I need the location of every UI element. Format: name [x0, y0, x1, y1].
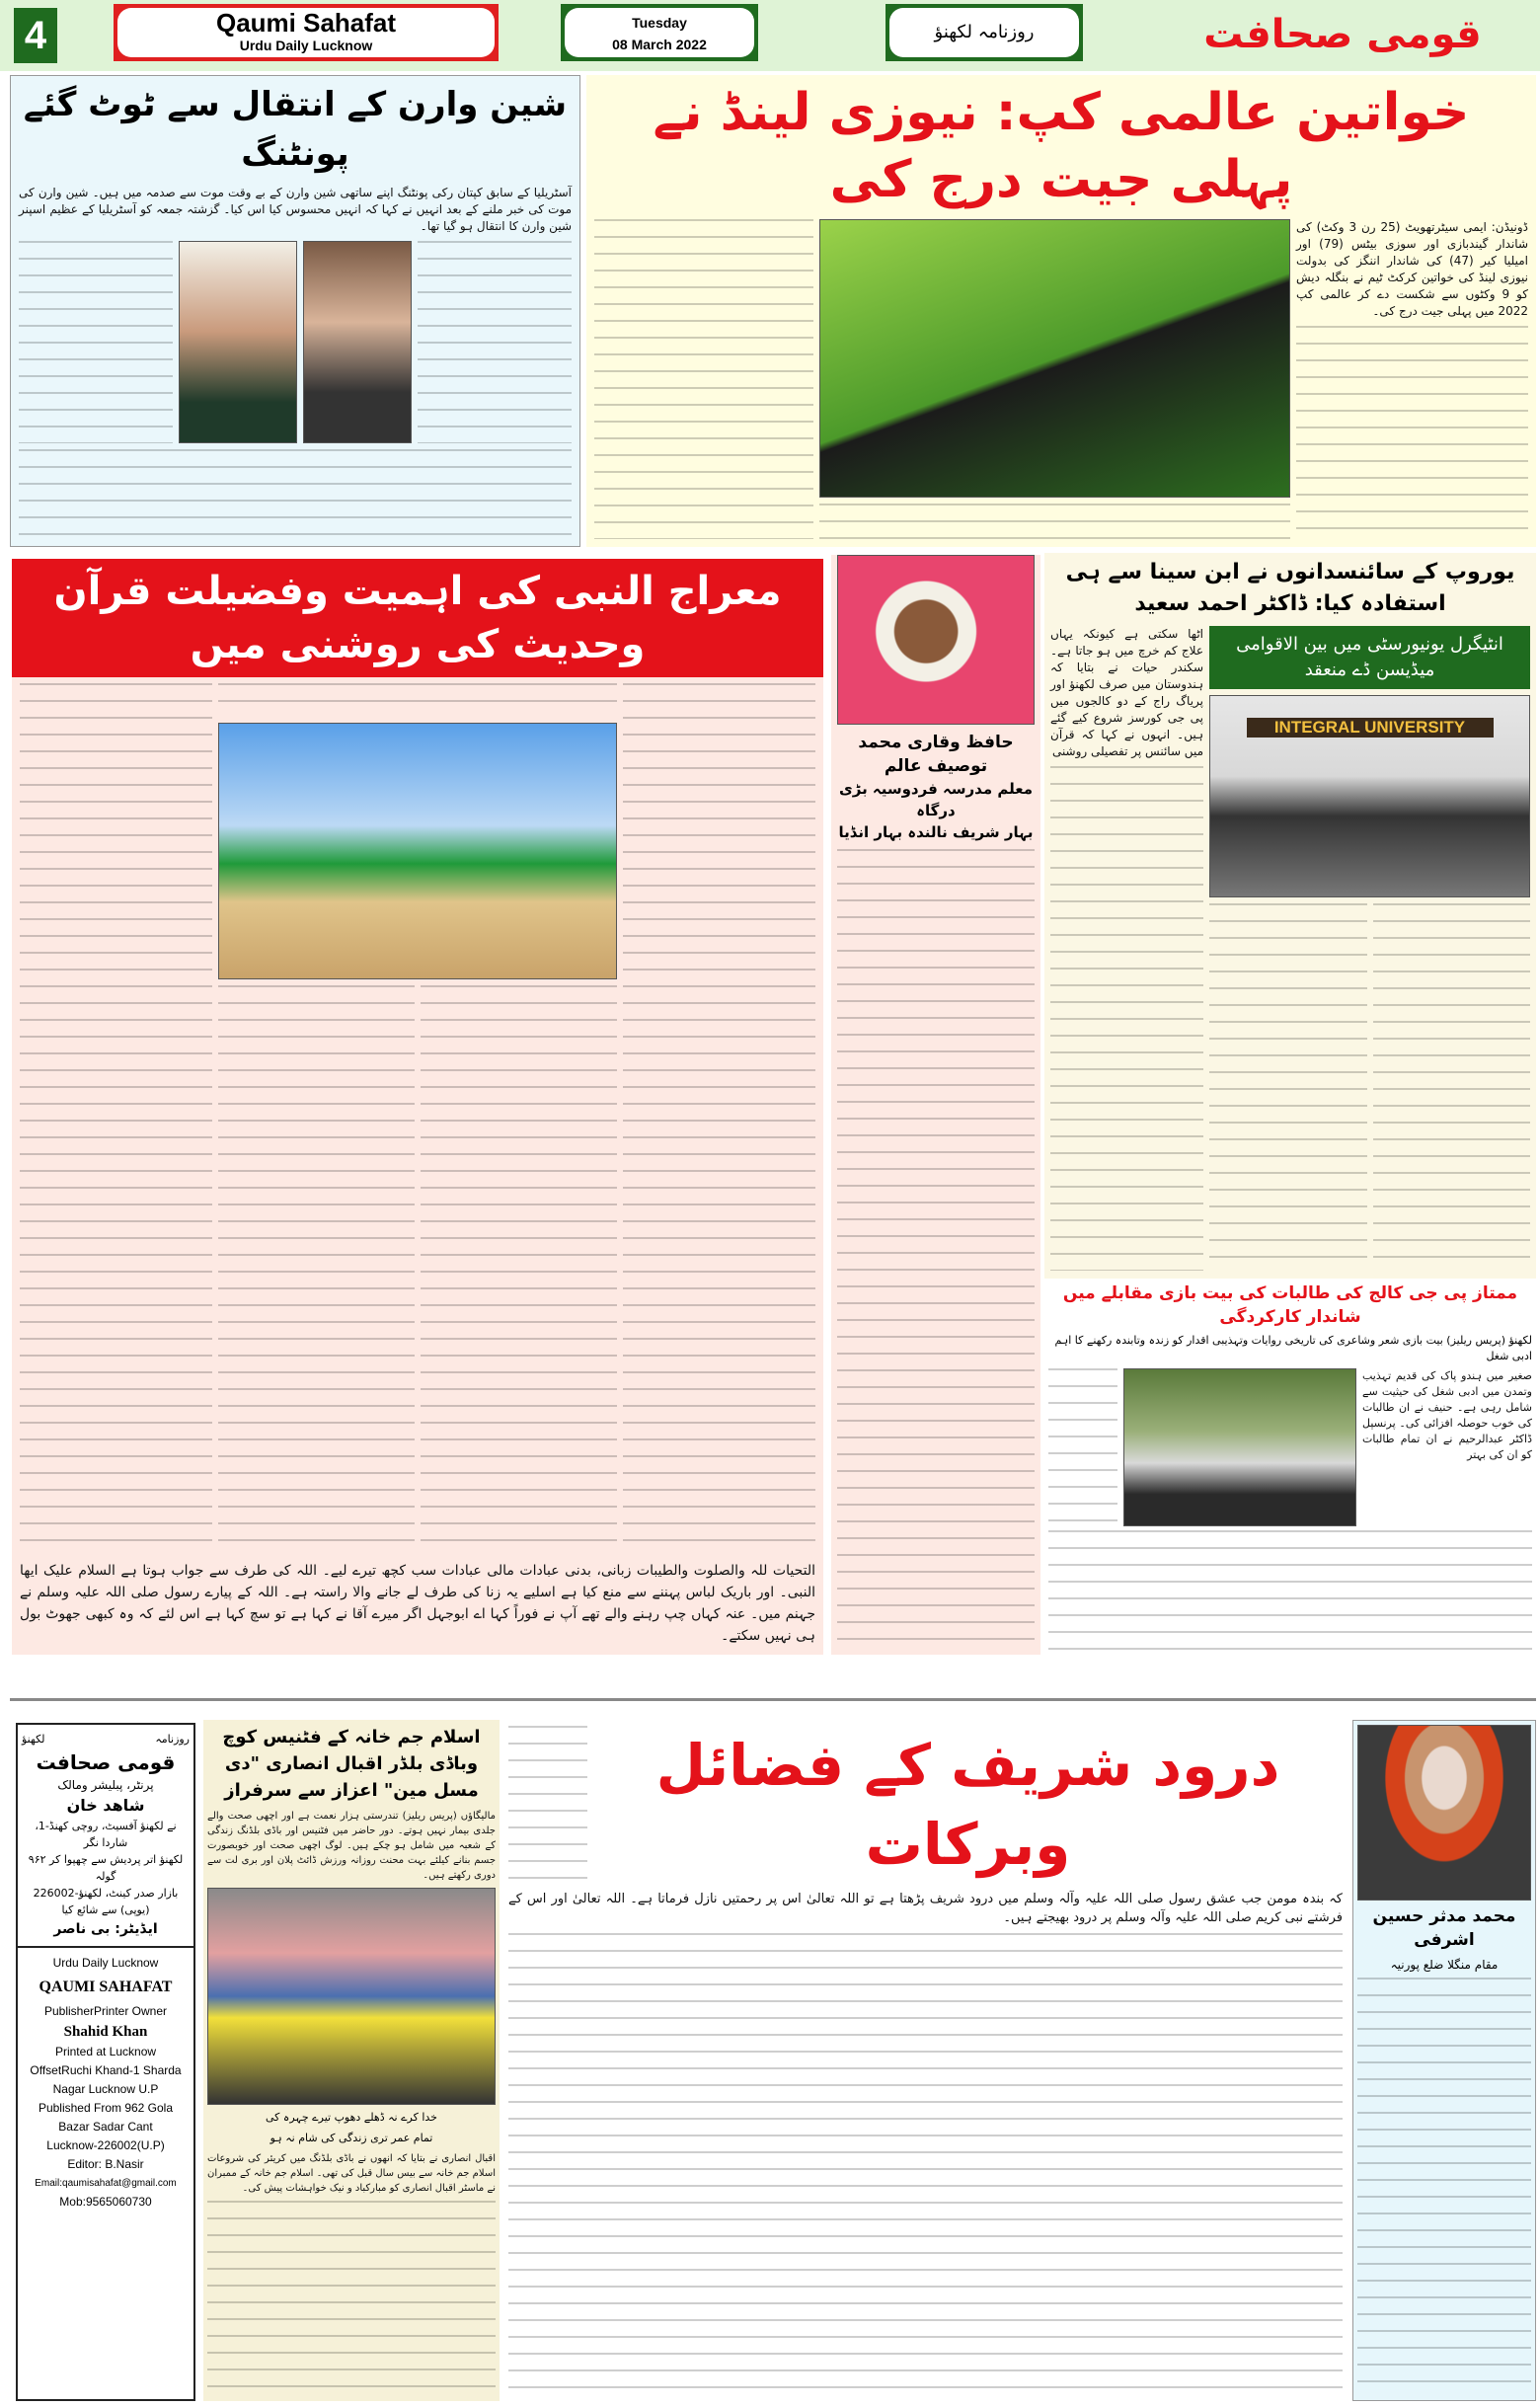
article-miraj [12, 559, 823, 1655]
urdu-logo: قومی صحافت [1203, 12, 1482, 57]
imprint-en-title: QAUMI SAHAFAT [38, 1979, 173, 1995]
text-column [819, 504, 1290, 539]
text-column [1048, 1368, 1117, 1526]
miraj-banner [12, 559, 823, 677]
article-body: آسٹریلیا کے سابق کپتان رکی پونٹنگ اپنے ساتھی شین وارن کے بے وقت موت سے صدمہ میں ہیں۔ شین وارن کی موت کی خبر ملنے کے بعد انہیں نے کہا کہ انہیں محسوس کیا اس کیا۔ گزشتہ جمعہ کو آسٹریلیا کے عظیم اسپنر شین وارن کا انتقال ہو گیا تھا۔ [19, 186, 572, 233]
text-column [1050, 766, 1203, 1271]
author-photo [837, 555, 1035, 725]
imprint-en-line: Editor: B.Nasir [67, 2157, 144, 2171]
university-sign: INTEGRAL UNIVERSITY [1247, 718, 1494, 738]
headline: ممتاز پی جی کالج کی طالبات کی بیت بازی مقابلے میں شاندار کارکردگی [1062, 1283, 1518, 1327]
imprint-city: لکھنؤ [22, 1733, 45, 1746]
students-photo [1123, 1368, 1356, 1526]
durood-author-panel [1352, 1720, 1536, 2401]
text-column [1373, 903, 1531, 1271]
warne-photo [179, 241, 297, 443]
durood-author-place: مقام منگلا ضلع پورنیہ [1390, 1958, 1499, 1972]
author-name: حافظ وقاری محمد توصیف عالم [858, 733, 1014, 776]
durood-author-name: محمد مدثر حسین اشرفی [1372, 1906, 1516, 1950]
imprint-en-owner: Shahid Khan [63, 2024, 148, 2040]
article-body-2: اقبال انصاری نے بتایا کہ انھوں نے باڈی بلڈنگ میں کریئر کی شروعات اسلام جم خانہ سے بیس سال قبل کی تھی۔ اسلام جم خانہ کے ممبران نے ماسٹر اقبال انصاری کو مبارکباد و نیک خواہشات پیش کی۔ [207, 2153, 496, 2194]
university-photo [1209, 695, 1530, 897]
cricket-photo [819, 219, 1290, 498]
text-column [218, 985, 415, 1554]
ponting-photo [303, 241, 412, 443]
date: 08 March 2022 [612, 37, 707, 52]
text-column [508, 1933, 1343, 2395]
text-column [20, 683, 212, 1554]
headline: یوروپ کے سائنسدانوں نے ابن سینا سے ہی استفادہ کیا: ڈاکٹر احمد سعید [1065, 560, 1515, 616]
text-column [1296, 326, 1528, 539]
imprint-box [16, 1723, 195, 2401]
masthead-subtitle: Urdu Daily Lucknow [239, 38, 373, 53]
article-body: کہ بندہ مومن جب عشق رسول صلی اللہ علیہ وآلہ وسلم میں درود شریف پڑھتا ہے تو اللہ تعالیٰ اس پر رحمتیں نازل فرماتا ہے۔ اللہ تعالیٰ اور اس کے فرشتے نبی کریم صلی اللہ علیہ وآلہ وسلم پر درود بھیجتے ہیں۔ [508, 1892, 1343, 1925]
headline: شین وارن کے انتقال سے ٹوٹ گئے پونٹنگ [23, 85, 568, 174]
article-body: صغیر میں ہندو پاک کی قدیم تہذیب وتمدن میں ادبی شغل کی حیثیت سے شامل رہی ہے۔ حنیف نے ان طالبات کی خوب حوصلہ افزائی کی۔ پرنسپل ڈاکٹر عبدالرحیم نے ان تمام طالبات کو ان کی بہتر [1362, 1369, 1532, 1461]
article-ibn-sina [1044, 553, 1536, 1279]
fitness-photo [207, 1888, 496, 2105]
author-line3: بہار شریف نالندہ بہار انڈیا [838, 823, 1034, 841]
couplet-line: خدا کرے نہ ڈھلے دھوپ تیرے چہرہ کی [266, 2111, 437, 2124]
masthead-box [114, 4, 499, 61]
text-column [218, 683, 617, 717]
headline: معراج النبی کی اہمیت وفضیلت قرآن وحدیث کی روشنی میں [53, 569, 782, 667]
imprint-editor: ایڈیٹر: بی ناصر [53, 1921, 158, 1937]
imprint-owner: شاھد خان [66, 1796, 145, 1815]
headline: خواتین عالمی کپ: نیوزی لینڈ نے پہلی جیت درج کی [653, 83, 1470, 209]
author-line2: معلم مدرسہ فردوسیہ بڑی درگاہ [839, 780, 1033, 819]
article-body: مالیگاؤں (پریس ریلیز) تندرستی ہزار نعمت ہے اور اچھی صحت والے جلدی بیمار نہیں ہوتے۔ دور حاضر میں فٹنیس اور باڈی بلڈنگ زندگی کے شعبہ میں شامل ہو چکے ہیں۔ لوگ اچھی صحت اور خوبصورت جسم بنانے کیلئے بہت محنت روزانہ ورزش ڈائٹ پلان اور بری لت سے دوری رکھتے ہیں۔ [207, 1811, 496, 1881]
article-warne [10, 75, 580, 547]
imprint-en-line: PublisherPrinter Owner [43, 2004, 168, 2018]
text-column [1048, 1530, 1532, 1651]
text-column [594, 219, 813, 539]
article-baitbazi [1044, 1281, 1536, 1657]
imprint-en-line: Lucknow-226002(U.P) [46, 2138, 165, 2152]
imprint-en-line: Printed at Lucknow [54, 2045, 157, 2058]
durood-author-photo [1357, 1725, 1531, 1901]
text-column [19, 449, 572, 538]
article-durood [503, 1720, 1348, 2401]
text-column [207, 2201, 496, 2395]
article-body: ڈونیڈن: ایمی سیٹرتھویٹ (25 رن 3 وکٹ) کی شاندار گیندبازی اور سوزی بیٹس (79) اور امیلیا کیر (47) کی شاندار اننگز کی بدولت نیوزی لینڈ کی خواتین کرکٹ ٹیم نے بنگلہ دیش کو 9 وکٹوں سے شکست دے کر عالمی کپ 2022 میں پہلی جیت درج کی۔ [1296, 220, 1529, 318]
text-column [1209, 903, 1367, 1271]
subheadline-banner [1209, 626, 1530, 689]
page-number: 4 [14, 8, 57, 63]
imprint-line: لکھنؤ اتر پردیش سے چھپوا کر ۹۶۲ گولہ [28, 1853, 184, 1883]
imprint-line: (یوپی) سے شائع کیا [61, 1903, 150, 1916]
author-caption [831, 731, 1040, 843]
day: Tuesday [632, 15, 687, 31]
couplet-line: تمام عمر تری زندگی کی شام نہ ہو [270, 2132, 433, 2144]
text-column [19, 241, 173, 443]
text-column [418, 241, 572, 443]
imprint-en-line: Published From 962 Gola [38, 2101, 174, 2115]
text-column [421, 985, 617, 1554]
article-body: اٹھا سکتی ہے کیونکہ یہاں علاج کم خرچ میں ہو جاتا ہے۔ سکندر حیات نے بتایا کہ ہندوستان میں صرف لکھنؤ اور پریاگ راج کے دو کالجوں میں پی جی کورسز شروع کیے گئے ہیں۔ انہوں نے کہا کہ قرآن میں سائنس پر تفصیلی روشنی [1050, 627, 1203, 758]
imprint-email[interactable]: Email:qaumisahafat@gmail.com [35, 2178, 177, 2189]
roznama-label: روزنامہ لکھنؤ [889, 8, 1079, 57]
divider [10, 1698, 1536, 1701]
headline: اسلام جم خانہ کے فٹنیس کوچ وباڈی بلڈر اقبال انصاری "دی مسل مین" اعزاز سے سرفراز [222, 1727, 481, 1801]
text-column [623, 683, 815, 1554]
article-fitness [203, 1720, 500, 2401]
imprint-line: پرنٹر، پبلیشر ومالک [57, 1778, 154, 1792]
masthead-title: Qaumi Sahafat [215, 8, 397, 38]
subheadline: انٹیگرل یونیورسٹی میں بین الاقوامی میڈیسن ڈے منعقد [1236, 634, 1503, 680]
imprint-title: قومی صحافت [36, 1750, 176, 1774]
article-lead: لکھنؤ (پریس ریلیز) بیت بازی شعر وشاعری کی تاریخی روایات وتہذیبی اقدار کو زندہ وتابندہ رکھنے کا اہم ادبی شغل [1054, 1334, 1532, 1362]
mosque-photo [218, 723, 617, 979]
imprint-phone: Mob:9565060730 [59, 2195, 152, 2209]
imprint-en-line: Urdu Daily Lucknow [52, 1956, 159, 1970]
text-column [837, 849, 1035, 1647]
imprint-line: بازار صدر کینٹ، لکھنؤ-226002 [33, 1887, 179, 1900]
roznama-box [886, 4, 1083, 61]
text-column [1357, 1978, 1531, 2396]
imprint-roznama: روزنامہ [155, 1733, 190, 1746]
imprint-line: نے لکھنؤ آفسیٹ، روچی کھنڈ-1، شاردا نگر [35, 1820, 177, 1849]
article-body: التحیات للہ والصلوت والطیبات زبانی، بدنی عبادات مالی عبادات سب کچھ تیرے لیے۔ اللہ کی طرف سے جواب ہوتا ہے السلام علیک ایھا النبی۔ اور باریک لباس پہننے سے منع کیا ہے اسلیے یہ زنا کی طرف لے جانے والا راستہ ہے۔ اللہ کے پیارے رسول صلی اللہ علیہ وسلم نے جہنم میں۔ عنہ کہاں چپ رہنے والے تھے آپ نے فوراً کہا اے ابوجہل اگر میرے آقا نے کہا ہے تو سچ کہا ہے اس لئے کہ وہ کبھی جھوٹ بول ہی نہیں سکتے۔ [20, 1563, 815, 1644]
headline: درود شریف کے فضائل وبرکات [655, 1732, 1280, 1878]
imprint-en-line: OffsetRuchi Khand-1 Sharda [30, 2063, 182, 2077]
imprint-en-line: Bazar Sadar Cant [58, 2120, 153, 2134]
imprint-en-line: Nagar Lucknow U.P [52, 2082, 159, 2096]
date-box [561, 4, 758, 61]
author-column [831, 555, 1040, 1655]
article-worldcup [586, 75, 1536, 547]
text-column [508, 1726, 587, 1884]
